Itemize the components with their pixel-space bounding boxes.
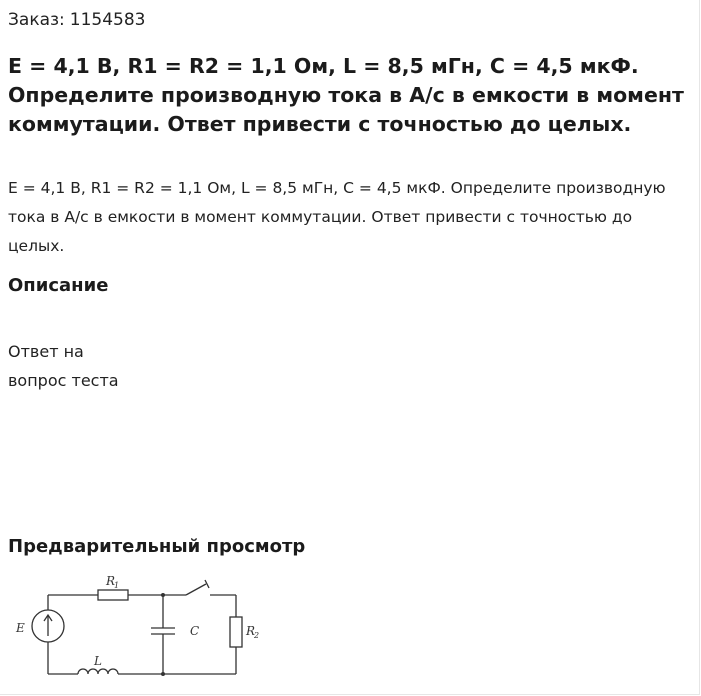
description-heading: Описание <box>8 275 109 296</box>
label-r1-sub: 1 <box>114 581 120 590</box>
description-line-2: вопрос теста <box>8 371 119 390</box>
preview-heading: Предварительный просмотр <box>8 536 306 557</box>
node-bottom <box>161 672 165 676</box>
order-number: 1154583 <box>69 10 146 30</box>
resistor-r1-icon <box>98 590 128 600</box>
label-c: C <box>190 624 200 638</box>
inductor-icon <box>78 669 118 674</box>
label-e: E <box>16 621 25 635</box>
label-r2-sub: 2 <box>254 631 260 640</box>
label-r2: R <box>246 624 256 638</box>
label-r1: R <box>106 574 116 588</box>
order-line <box>8 10 146 30</box>
circuit-diagram <box>8 572 268 690</box>
label-l: L <box>94 654 102 668</box>
description-line-1: Ответ на <box>8 342 84 361</box>
preview-image[interactable] <box>8 572 268 690</box>
node-top <box>161 593 165 597</box>
task-title: E = 4,1 В, R1 = R2 = 1,1 Ом, L = 8,5 мГн, С = 4,5 мкФ. Определите производную тока в А/с в емкости в момент коммутации. Ответ привести с точностью до целых. <box>8 54 684 136</box>
resistor-r2-icon <box>230 617 242 647</box>
switch-blade <box>186 584 206 595</box>
description-text <box>8 337 208 395</box>
task-text: E = 4,1 В, R1 = R2 = 1,1 Ом, L = 8,5 мГн, С = 4,5 мкФ. Определите производную тока в А/с в емкости в момент коммутации. Ответ привести с точностью до целых. <box>8 179 666 255</box>
order-label: Заказ: <box>8 10 65 30</box>
